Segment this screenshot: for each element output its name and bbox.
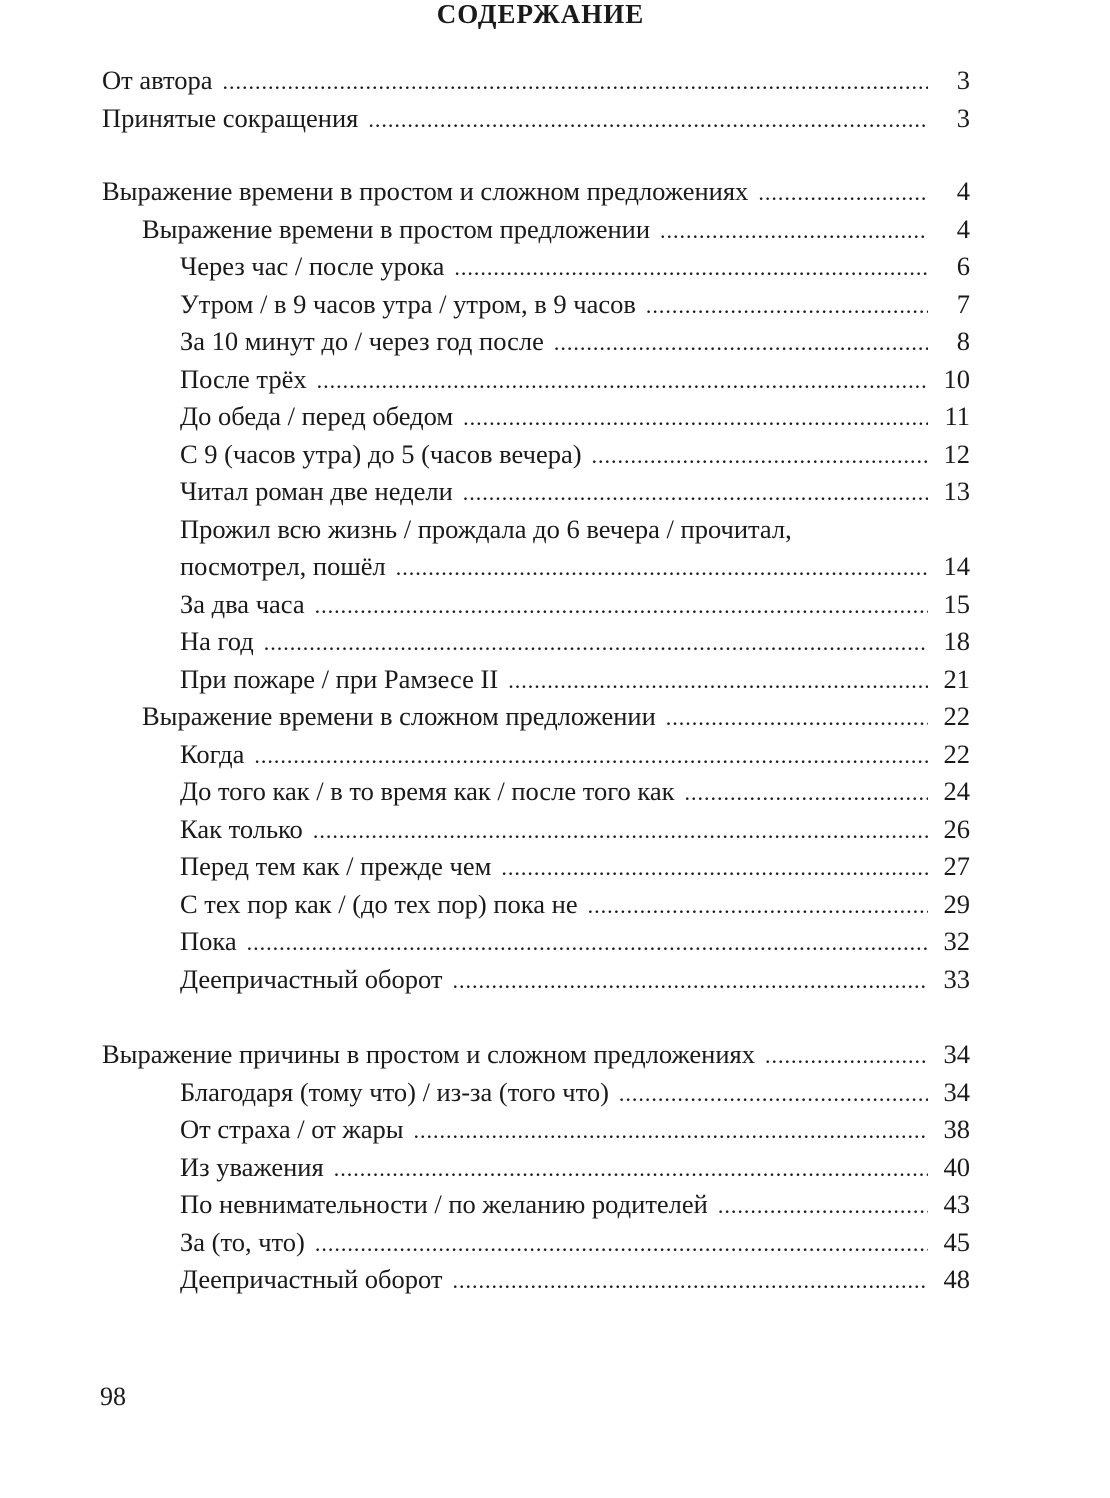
toc-entry-page: 34: [943, 1039, 970, 1069]
dot-leader: [463, 474, 928, 512]
toc-entry[interactable]: [102, 436, 970, 474]
dot-leader: [592, 437, 928, 475]
dot-leader: [684, 774, 928, 812]
toc-entry-label: посмотрел, пошёл: [180, 551, 386, 581]
toc-entry[interactable]: [102, 923, 970, 961]
toc-entry-page: 33: [943, 963, 970, 994]
toc-subsection-time-simple[interactable]: [102, 211, 970, 249]
dot-leader: [317, 362, 928, 400]
page-number: 98: [100, 1382, 126, 1411]
toc-entry-abbreviations[interactable]: [102, 100, 970, 138]
toc-subsection-time-complex[interactable]: [102, 698, 970, 736]
section-gap: [102, 137, 970, 173]
toc-entry[interactable]: [102, 323, 970, 361]
toc-entry-label: Выражение времени в сложном предложении: [142, 701, 656, 731]
dot-leader: [254, 737, 928, 775]
toc-entry-label: Выражение причины в простом и сложном предложениях: [102, 1039, 755, 1069]
dot-leader: [452, 1262, 928, 1300]
dot-leader: [313, 812, 928, 850]
toc-entry-page: 14: [943, 551, 970, 581]
toc-section-reason[interactable]: [102, 1036, 970, 1074]
toc-entry-label: За два часа: [180, 588, 305, 619]
toc-entry[interactable]: [102, 1224, 970, 1262]
toc-entry-label: За 10 минут до / через год после: [180, 326, 544, 356]
toc-entry-page: 8: [956, 326, 970, 356]
toc-entry-label: Утром / в 9 часов утра / утром, в 9 часов: [180, 288, 636, 319]
toc-entry-page: 29: [943, 888, 970, 919]
dot-leader: [452, 962, 928, 1000]
toc-entry-multiline-second[interactable]: [102, 548, 970, 586]
toc-entry[interactable]: [102, 886, 970, 924]
toc-entry[interactable]: [102, 1111, 970, 1149]
dot-leader: [554, 324, 928, 362]
toc-entry-label: Выражение времени в простом предложении: [142, 213, 651, 244]
dot-leader: [758, 174, 928, 212]
toc-entry-label: Пока: [180, 926, 237, 956]
toc-entry-label: С 9 (часов утра) до 5 (часов вечера): [180, 438, 582, 469]
dot-leader: [315, 587, 928, 625]
toc-section-time[interactable]: [102, 173, 970, 211]
toc-entry-page: 38: [943, 1114, 970, 1144]
toc-entry-label: До обеда / перед обедом: [180, 401, 454, 431]
dot-leader: [315, 1225, 928, 1263]
toc-entry-page: 4: [956, 213, 970, 244]
toc-entry[interactable]: [102, 361, 970, 399]
toc-entry-label: Прожил всю жизнь / прождала до 6 вечера / прочитал,: [180, 513, 792, 544]
toc-entry-page: 12: [943, 438, 970, 469]
toc-entry-page: 3: [956, 65, 970, 95]
toc-entry[interactable]: [102, 661, 970, 699]
toc-entry-page: 40: [943, 1151, 970, 1182]
toc-entry[interactable]: [102, 736, 970, 774]
toc-entry-label: Деепричастный оборот: [180, 963, 443, 994]
toc-entry-label: От страха / от жары: [180, 1114, 404, 1144]
table-of-contents: [102, 62, 970, 1299]
toc-entry-label: Из уважения: [180, 1151, 324, 1182]
toc-entry-from-author[interactable]: [102, 62, 970, 100]
dot-leader: [264, 624, 928, 662]
dot-leader: [368, 101, 928, 139]
dot-leader: [765, 1037, 928, 1075]
page-title: СОДЕРЖАНИЕ: [436, 0, 645, 29]
toc-entry-label: Перед тем как / прежде чем: [180, 851, 492, 881]
toc-entry-label: Как только: [180, 813, 303, 844]
toc-entry-page: 18: [943, 626, 970, 656]
dot-leader: [454, 249, 928, 287]
toc-entry-page: 48: [943, 1264, 970, 1294]
toc-entry-page: 6: [956, 251, 970, 281]
toc-entry-label: Через час / после урока: [180, 251, 445, 281]
toc-entry-label: За (то, что): [180, 1226, 305, 1257]
toc-entry[interactable]: [102, 286, 970, 324]
toc-entry[interactable]: [102, 1261, 970, 1299]
toc-entry-label: С тех пор как / (до тех пор) пока не: [180, 888, 578, 919]
dot-leader: [718, 1187, 928, 1225]
toc-entry-label: Принятые сокращения: [102, 102, 359, 133]
toc-entry-page: 15: [943, 588, 970, 619]
toc-entry-page: 21: [943, 663, 970, 694]
dot-leader: [414, 1112, 928, 1150]
dot-leader: [501, 849, 928, 887]
toc-entry-page: 3: [956, 102, 970, 133]
dot-leader: [666, 699, 928, 737]
toc-entry-page: 10: [943, 363, 970, 394]
toc-entry-page: 34: [943, 1076, 970, 1107]
dot-leader: [588, 887, 928, 925]
dot-leader: [222, 63, 928, 101]
dot-leader: [660, 212, 928, 250]
toc-entry-label: На год: [180, 626, 254, 656]
toc-entry-page: 32: [943, 926, 970, 956]
dot-leader: [646, 287, 928, 325]
toc-entry-label: После трёх: [180, 363, 307, 394]
toc-entry-page: 13: [943, 476, 970, 506]
dot-leader: [396, 549, 928, 587]
toc-entry-page: 43: [943, 1189, 970, 1219]
toc-entry[interactable]: [102, 586, 970, 624]
dot-leader: [508, 662, 928, 700]
toc-entry[interactable]: [102, 773, 970, 811]
toc-entry-page: 11: [944, 401, 970, 431]
toc-entry-page: 4: [956, 176, 970, 206]
toc-entry-page: 26: [943, 813, 970, 844]
toc-entry[interactable]: [102, 398, 970, 436]
toc-entry[interactable]: [102, 1186, 970, 1224]
dot-leader: [334, 1150, 928, 1188]
toc-entry-page: 22: [943, 738, 970, 769]
toc-entry-label: При пожаре / при Рамзесе II: [180, 663, 499, 694]
dot-leader: [619, 1075, 928, 1113]
toc-entry-page: 24: [943, 776, 970, 806]
dot-leader: [463, 399, 928, 437]
toc-entry-label: Выражение времени в простом и сложном предложениях: [102, 176, 749, 206]
toc-entry[interactable]: [102, 248, 970, 286]
toc-entry-label: До того как / в то время как / после того как: [180, 776, 675, 806]
toc-entry[interactable]: [102, 1074, 970, 1112]
toc-entry[interactable]: [102, 623, 970, 661]
toc-entry-multiline-first[interactable]: [102, 511, 970, 549]
dot-leader: [247, 924, 928, 962]
toc-entry-page: 22: [943, 701, 970, 731]
toc-entry-label: Благодаря (тому что) / из-за (того что): [180, 1076, 609, 1107]
toc-entry-page: 45: [943, 1226, 970, 1257]
toc-entry-label: Когда: [180, 738, 245, 769]
toc-entry-label: От автора: [102, 65, 213, 95]
toc-entry[interactable]: [102, 473, 970, 511]
toc-entry-label: Читал роман две недели: [180, 476, 453, 506]
toc-entry[interactable]: [102, 1149, 970, 1187]
toc-entry-label: По невнимательности / по желанию родителей: [180, 1189, 708, 1219]
section-gap: [102, 998, 970, 1036]
toc-entry[interactable]: [102, 961, 970, 999]
toc-entry-page: 27: [943, 851, 970, 881]
toc-entry[interactable]: [102, 848, 970, 886]
toc-entry[interactable]: [102, 811, 970, 849]
toc-entry-page: 7: [956, 288, 970, 319]
toc-entry-label: Деепричастный оборот: [180, 1264, 443, 1294]
